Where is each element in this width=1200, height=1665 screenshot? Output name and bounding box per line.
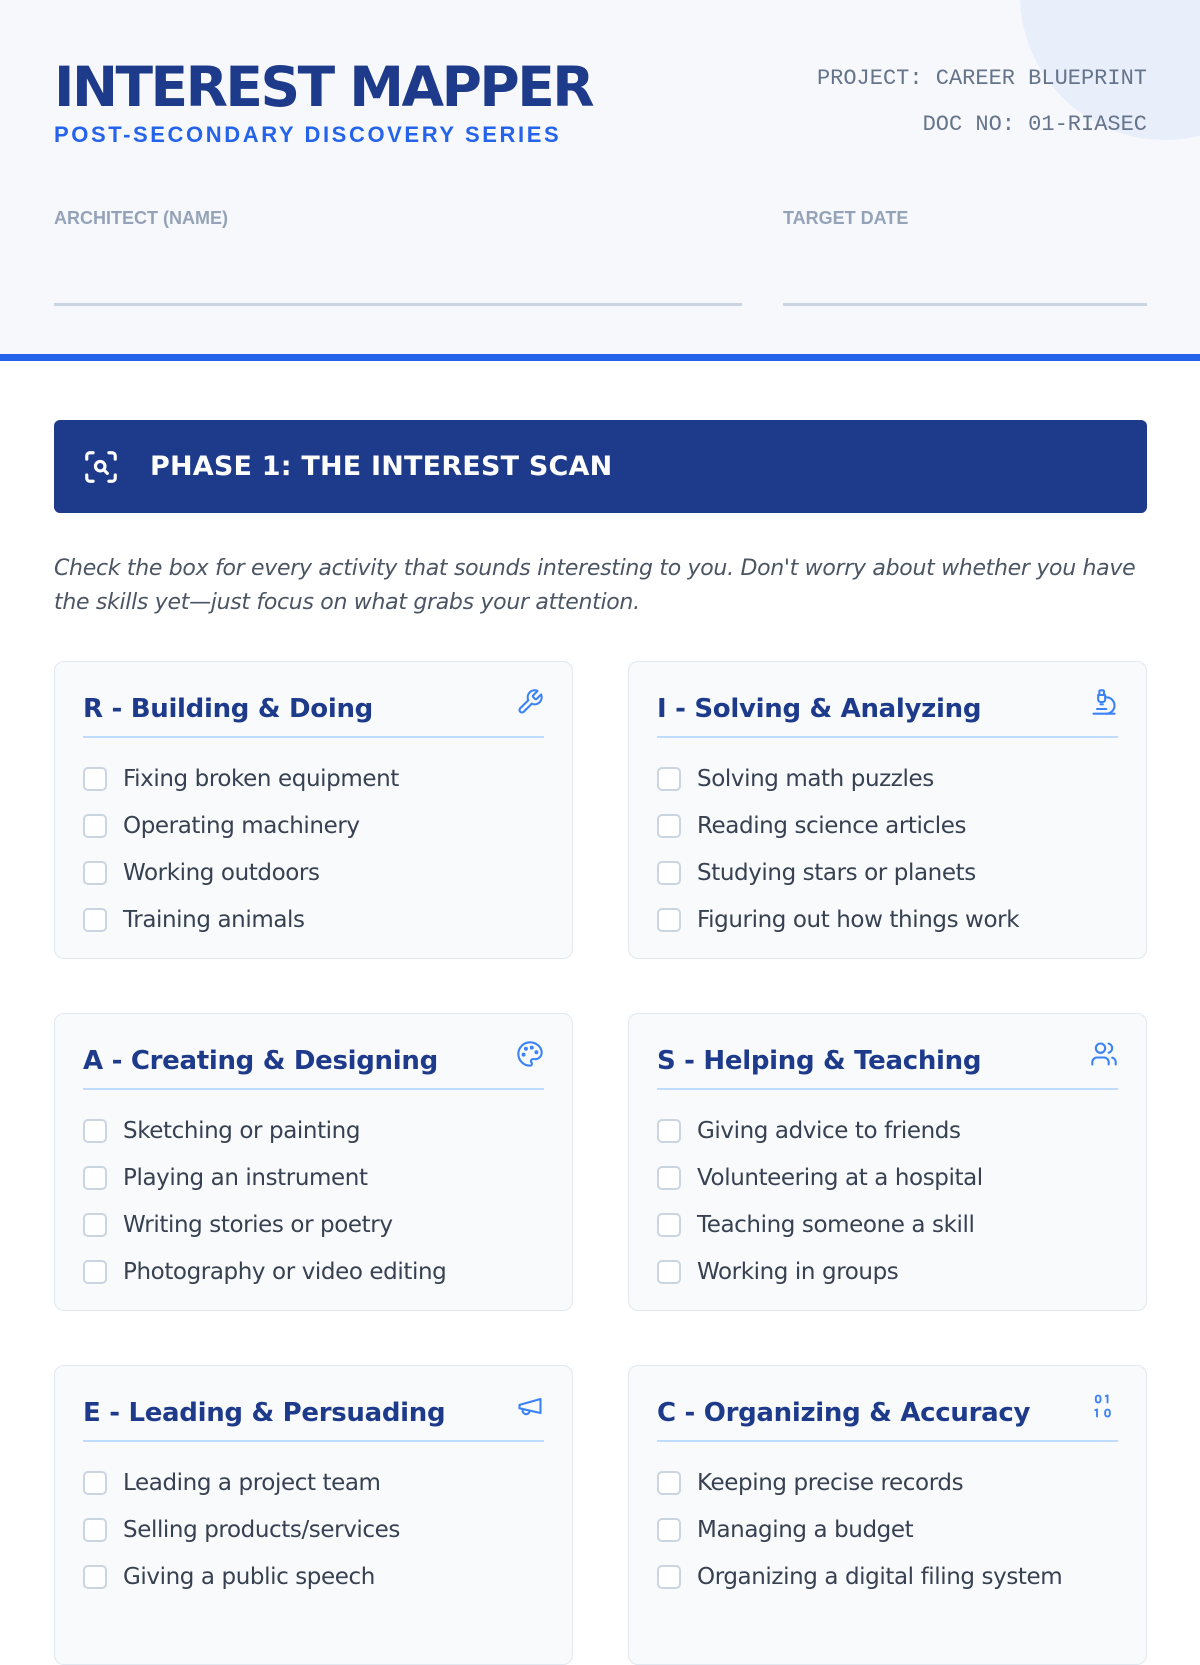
- activity-checkbox[interactable]: [83, 1119, 107, 1143]
- activity-item: [657, 1248, 983, 1295]
- activity-label: Managing a budget: [697, 1516, 914, 1543]
- activity-item: [657, 1553, 1062, 1600]
- activity-item: [83, 1506, 400, 1553]
- activity-label: Working in groups: [697, 1258, 899, 1285]
- activity-item: [83, 1107, 446, 1154]
- document-title: INTEREST MAPPER: [54, 55, 593, 119]
- activity-checkbox[interactable]: [83, 1260, 107, 1284]
- card-title: E - Leading & Persuading: [83, 1398, 446, 1428]
- activity-item: [83, 896, 399, 943]
- activity-list: [83, 1107, 446, 1295]
- activity-checkbox[interactable]: [657, 1471, 681, 1495]
- activity-checkbox[interactable]: [657, 1518, 681, 1542]
- activity-checkbox[interactable]: [657, 814, 681, 838]
- palette-icon: [516, 1040, 544, 1068]
- activity-item: [657, 802, 1019, 849]
- wrench-icon: [516, 688, 544, 716]
- activity-list: [83, 755, 399, 943]
- riasec-card-investigative: [628, 661, 1147, 959]
- card-header: [657, 1040, 1118, 1090]
- activity-label: Writing stories or poetry: [123, 1211, 393, 1238]
- activity-item: [83, 1553, 400, 1600]
- binary-icon: [1090, 1392, 1118, 1420]
- activity-checkbox[interactable]: [657, 767, 681, 791]
- name-field-label: ARCHITECT (NAME): [54, 208, 228, 228]
- card-header: [657, 688, 1118, 738]
- document-meta: [817, 56, 1147, 148]
- microscope-icon: [1090, 688, 1118, 716]
- activity-checkbox[interactable]: [83, 1565, 107, 1589]
- megaphone-icon: [516, 1392, 544, 1420]
- activity-checkbox[interactable]: [83, 767, 107, 791]
- phase-banner: [54, 420, 1147, 513]
- activity-list: [83, 1459, 400, 1600]
- activity-item: [657, 896, 1019, 943]
- activity-label: Leading a project team: [123, 1469, 381, 1496]
- scan-search-icon: [82, 448, 120, 486]
- activity-list: [657, 755, 1019, 943]
- phase-instructions: Check the box for every activity that sounds interesting to you. Don't worry about whether you have the skills yet—just focus on what grabs your attention.: [54, 556, 1136, 615]
- activity-label: Giving a public speech: [123, 1563, 375, 1590]
- date-field[interactable]: [783, 303, 1147, 306]
- activity-item: [657, 1506, 1062, 1553]
- activity-checkbox[interactable]: [657, 908, 681, 932]
- activity-label: Organizing a digital filing system: [697, 1563, 1063, 1590]
- activity-item: [657, 849, 1019, 896]
- activity-item: [657, 755, 1019, 802]
- card-title: C - Organizing & Accuracy: [657, 1398, 1031, 1428]
- date-field-label: TARGET DATE: [783, 208, 909, 228]
- activity-label: Volunteering at a hospital: [697, 1164, 983, 1191]
- activity-checkbox[interactable]: [657, 1213, 681, 1237]
- activity-checkbox[interactable]: [657, 861, 681, 885]
- activity-label: Figuring out how things work: [697, 906, 1020, 933]
- card-title: S - Helping & Teaching: [657, 1046, 982, 1076]
- riasec-card-realistic: [54, 661, 573, 959]
- card-header: [83, 1392, 544, 1442]
- activity-label: Selling products/services: [123, 1516, 400, 1543]
- activity-item: [657, 1154, 983, 1201]
- name-field[interactable]: [54, 303, 742, 306]
- activity-item: [657, 1459, 1062, 1506]
- activity-label: Giving advice to friends: [697, 1117, 961, 1144]
- activity-item: [83, 1459, 400, 1506]
- activity-checkbox[interactable]: [83, 1166, 107, 1190]
- activity-label: Playing an instrument: [123, 1164, 368, 1191]
- activity-item: [83, 755, 399, 802]
- card-title: I - Solving & Analyzing: [657, 694, 982, 724]
- phase-title: PHASE 1: THE INTEREST SCAN: [150, 451, 613, 482]
- activity-checkbox[interactable]: [657, 1260, 681, 1284]
- riasec-card-conventional: [628, 1365, 1147, 1665]
- activity-label: Keeping precise records: [697, 1469, 964, 1496]
- activity-checkbox[interactable]: [83, 1213, 107, 1237]
- activity-item: [83, 1248, 446, 1295]
- activity-checkbox[interactable]: [83, 861, 107, 885]
- doc-number: DOC NO: 01-RIASEC: [922, 112, 1147, 137]
- activity-label: Working outdoors: [123, 859, 320, 886]
- card-header: [657, 1392, 1118, 1442]
- document-header: [0, 0, 1200, 361]
- project-label: PROJECT: CAREER BLUEPRINT: [816, 66, 1147, 91]
- activity-item: [83, 849, 399, 896]
- activity-item: [657, 1107, 983, 1154]
- activity-item: [83, 802, 399, 849]
- activity-checkbox[interactable]: [657, 1565, 681, 1589]
- document-subtitle: POST-SECONDARY DISCOVERY SERIES: [54, 122, 562, 147]
- card-header: [83, 688, 544, 738]
- activity-label: Photography or video editing: [123, 1258, 447, 1285]
- activity-checkbox[interactable]: [83, 1471, 107, 1495]
- riasec-card-social: [628, 1013, 1147, 1311]
- activity-item: [657, 1201, 983, 1248]
- activity-item: [83, 1154, 446, 1201]
- card-title: A - Creating & Designing: [83, 1046, 438, 1076]
- activity-label: Operating machinery: [123, 812, 360, 839]
- card-header: [83, 1040, 544, 1090]
- activity-item: [83, 1201, 446, 1248]
- activity-list: [657, 1459, 1062, 1600]
- riasec-card-enterprising: [54, 1365, 573, 1665]
- activity-label: Training animals: [123, 906, 305, 933]
- activity-checkbox[interactable]: [83, 814, 107, 838]
- activity-label: Fixing broken equipment: [123, 765, 399, 792]
- activity-label: Studying stars or planets: [697, 859, 976, 886]
- activity-checkbox[interactable]: [657, 1119, 681, 1143]
- activity-label: Solving math puzzles: [697, 765, 934, 792]
- activity-label: Teaching someone a skill: [697, 1211, 975, 1238]
- activity-label: Sketching or painting: [123, 1117, 361, 1144]
- activity-checkbox[interactable]: [83, 1518, 107, 1542]
- card-title: R - Building & Doing: [83, 694, 373, 724]
- activity-label: Reading science articles: [697, 812, 967, 839]
- riasec-card-artistic: [54, 1013, 573, 1311]
- activity-checkbox[interactable]: [83, 908, 107, 932]
- users-icon: [1090, 1040, 1118, 1068]
- activity-list: [657, 1107, 983, 1295]
- activity-checkbox[interactable]: [657, 1166, 681, 1190]
